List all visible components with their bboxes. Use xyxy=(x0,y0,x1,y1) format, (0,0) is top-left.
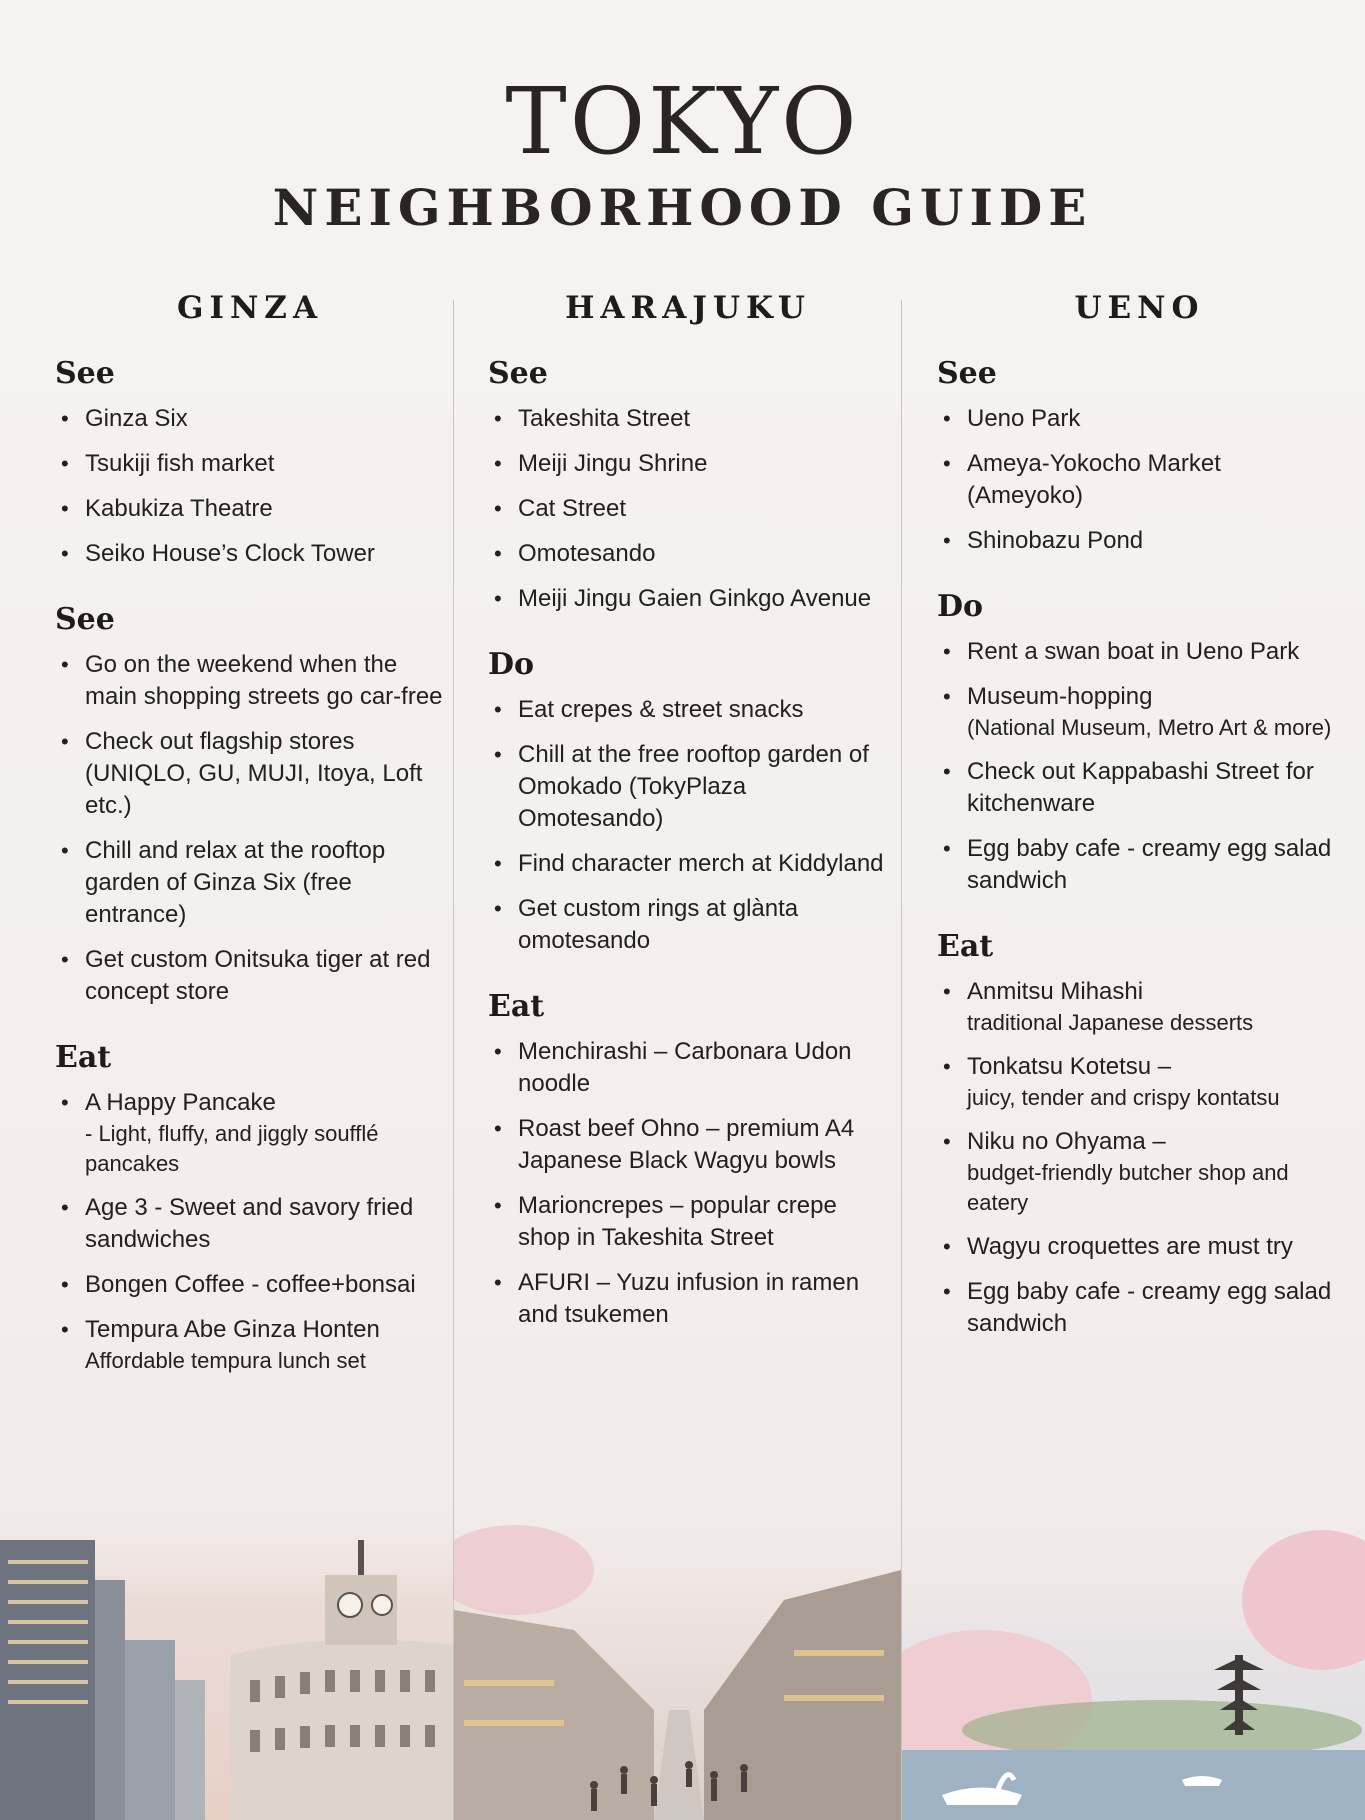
section-list xyxy=(55,649,445,1008)
list-item xyxy=(937,525,1342,557)
column-title: HARAJUKU xyxy=(565,290,811,326)
list-item xyxy=(55,944,445,1008)
list-item xyxy=(55,538,445,570)
list-item-subtext: - Light, fluffy, and jiggly soufflé pancakes xyxy=(85,1121,379,1176)
list-item-text: Marioncrepes – popular crepe shop in Takeshita Street xyxy=(518,1192,837,1251)
list-item-text: Egg baby cafe - creamy egg salad sandwich xyxy=(967,835,1332,894)
list-item-text: Check out Kappabashi Street for kitchenware xyxy=(967,758,1314,817)
list-item-text: Eat crepes & street snacks xyxy=(518,696,804,723)
list-item-text: Ueno Park xyxy=(967,405,1081,432)
list-item xyxy=(55,448,445,480)
list-item xyxy=(937,833,1342,897)
list-item-text: Tempura Abe Ginza Honten xyxy=(85,1316,380,1343)
list-item xyxy=(488,403,888,435)
section-heading: Do xyxy=(488,647,535,682)
section-list xyxy=(937,976,1342,1340)
list-item-text: AFURI – Yuzu infusion in ramen and tsukemen xyxy=(518,1269,860,1328)
list-item-text: Find character merch at Kiddyland xyxy=(518,850,884,877)
list-item-text: A Happy Pancake xyxy=(85,1089,276,1116)
section-heading: Eat xyxy=(55,1040,112,1075)
list-item xyxy=(55,835,445,931)
list-item xyxy=(937,976,1342,1038)
list-item xyxy=(937,1051,1342,1113)
section-list xyxy=(488,403,888,615)
list-item-text: Menchirashi – Carbonara Udon noodle xyxy=(518,1038,852,1097)
list-item-text: Meiji Jingu Shrine xyxy=(518,450,708,477)
list-item-text: Ameya-Yokocho Market (Ameyoko) xyxy=(967,450,1221,509)
list-item xyxy=(937,448,1342,512)
list-item-text: Go on the weekend when the main shopping streets go car-free xyxy=(85,651,443,710)
section-heading: Eat xyxy=(937,929,994,964)
list-item-text: Cat Street xyxy=(518,495,627,522)
list-item-text: Get custom rings at glànta omotesando xyxy=(518,895,799,954)
list-item-text: Roast beef Ohno – premium A4 Japanese Black Wagyu bowls xyxy=(518,1115,855,1174)
list-item xyxy=(55,1087,445,1179)
list-item-text: Shinobazu Pond xyxy=(967,527,1144,554)
section-heading: See xyxy=(937,356,997,391)
list-item xyxy=(937,1231,1342,1263)
list-item-text: Check out flagship stores (UNIQLO, GU, MUJI, Itoya, Loft etc.) xyxy=(85,728,423,819)
list-item xyxy=(488,538,888,570)
list-item-text: Takeshita Street xyxy=(518,405,691,432)
list-item xyxy=(488,448,888,480)
list-item-text: Meiji Jingu Gaien Ginkgo Avenue xyxy=(518,585,872,612)
list-item-text: Omotesando xyxy=(518,540,656,567)
section-list xyxy=(937,403,1342,557)
list-item-text: Museum-hopping xyxy=(967,683,1153,710)
list-item-text: Chill at the free rooftop garden of Omokado (TokyPlaza Omotesando) xyxy=(518,741,869,832)
list-item xyxy=(55,726,445,822)
list-item-text: Rent a swan boat in Ueno Park xyxy=(967,638,1300,665)
section-list xyxy=(488,694,888,957)
list-item-text: Egg baby cafe - creamy egg salad sandwich xyxy=(967,1278,1332,1337)
list-item-text: Tsukiji fish market xyxy=(85,450,275,477)
list-item xyxy=(488,739,888,835)
column-ginza xyxy=(55,290,445,1490)
list-item xyxy=(488,493,888,525)
section-heading: See xyxy=(55,602,115,637)
column-harajuku xyxy=(488,290,888,1490)
list-item-subtext: juicy, tender and crispy kontatsu xyxy=(967,1085,1280,1110)
section-heading: See xyxy=(55,356,115,391)
list-item-text: Age 3 - Sweet and savory fried sandwiches xyxy=(85,1194,414,1253)
list-item-text: Anmitsu Mihashi xyxy=(967,978,1144,1005)
section-list xyxy=(55,1087,445,1376)
section-heading: See xyxy=(488,356,548,391)
list-item xyxy=(488,694,888,726)
page-title: TOKYO xyxy=(505,68,860,175)
list-item xyxy=(937,1126,1342,1218)
list-item-subtext: budget-friendly butcher shop and eatery xyxy=(967,1160,1289,1215)
list-item xyxy=(488,848,888,880)
list-item-text: Wagyu croquettes are must try xyxy=(967,1233,1293,1260)
list-item-text: Get custom Onitsuka tiger at red concept store xyxy=(85,946,431,1005)
list-item xyxy=(937,681,1342,743)
harajuku-illustration xyxy=(454,1480,901,1820)
list-item-subtext: (National Museum, Metro Art & more) xyxy=(967,715,1332,740)
section-heading: Eat xyxy=(488,989,545,1024)
list-item-subtext: traditional Japanese desserts xyxy=(967,1010,1254,1035)
list-item-subtext: Affordable tempura lunch set xyxy=(85,1348,366,1373)
list-item xyxy=(937,403,1342,435)
column-title: UENO xyxy=(1074,290,1205,326)
column-ueno xyxy=(937,290,1342,1490)
list-item xyxy=(488,1267,888,1331)
list-item xyxy=(55,649,445,713)
list-item xyxy=(55,1192,445,1256)
list-item xyxy=(55,403,445,435)
ginza-illustration xyxy=(0,1480,453,1820)
column-title: GINZA xyxy=(177,290,323,326)
list-item-text: Chill and relax at the rooftop garden of Ginza Six (free entrance) xyxy=(85,837,386,928)
list-item-text: Ginza Six xyxy=(85,405,188,432)
list-item xyxy=(488,1113,888,1177)
section-list xyxy=(488,1036,888,1331)
list-item xyxy=(488,1190,888,1254)
section-list xyxy=(55,403,445,570)
list-item xyxy=(488,1036,888,1100)
list-item xyxy=(55,493,445,525)
list-item-text: Niku no Ohyama – xyxy=(967,1128,1166,1155)
list-item xyxy=(55,1269,445,1301)
list-item xyxy=(937,636,1342,668)
section-list xyxy=(937,636,1342,897)
list-item-text: Seiko House’s Clock Tower xyxy=(85,540,375,567)
list-item xyxy=(488,893,888,957)
list-item-text: Bongen Coffee - coffee+bonsai xyxy=(85,1271,416,1298)
list-item xyxy=(937,756,1342,820)
list-item-text: Tonkatsu Kotetsu – xyxy=(967,1053,1172,1080)
list-item xyxy=(488,583,888,615)
list-item xyxy=(55,1314,445,1376)
section-heading: Do xyxy=(937,589,984,624)
page-subtitle: NEIGHBORHOOD GUIDE xyxy=(272,178,1093,237)
list-item-text: Kabukiza Theatre xyxy=(85,495,273,522)
list-item xyxy=(937,1276,1342,1340)
ueno-illustration xyxy=(902,1480,1365,1820)
